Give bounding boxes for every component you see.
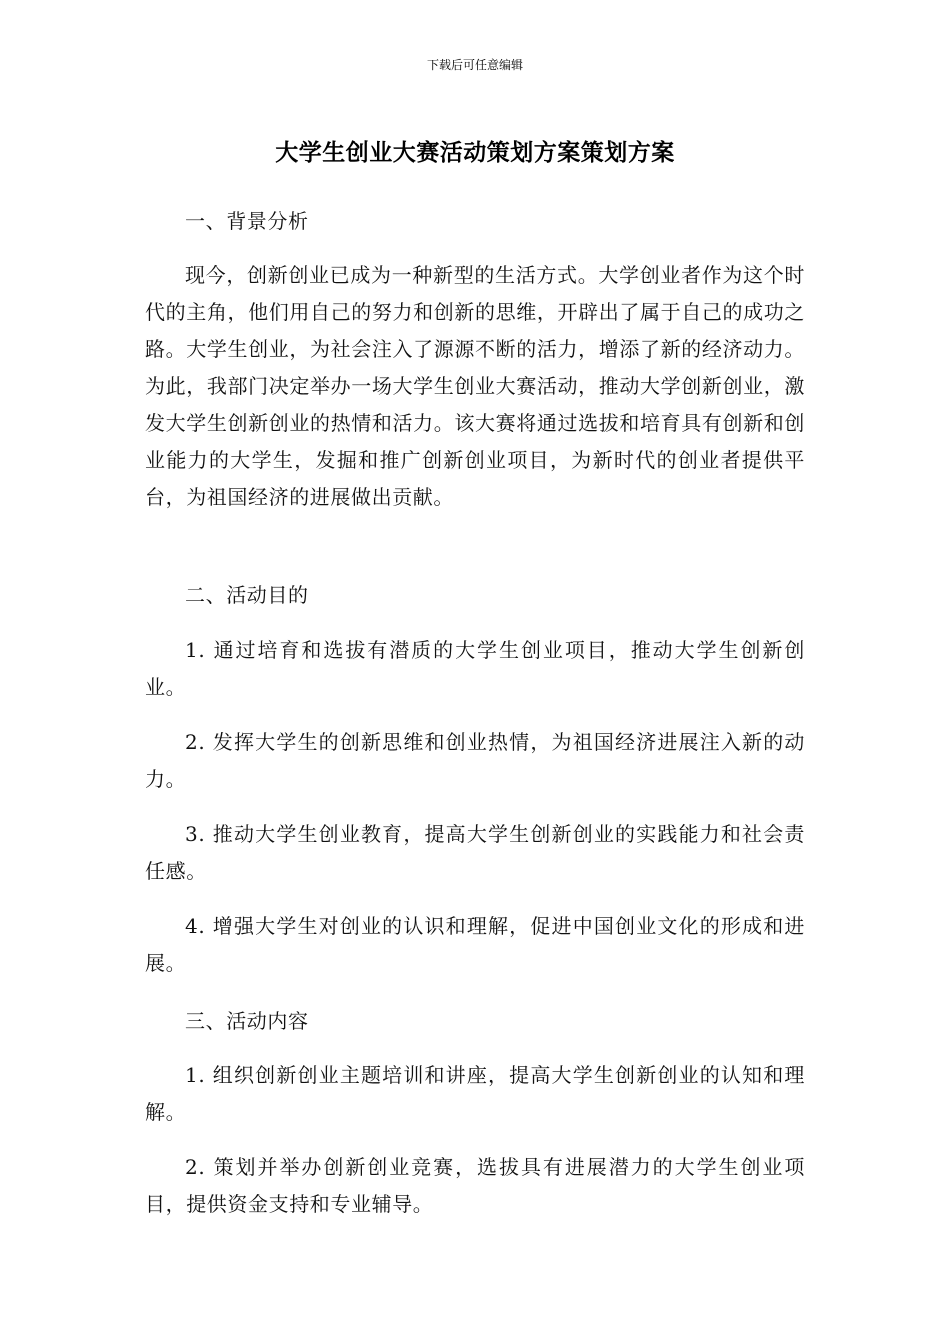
- objective-item: 4. 增强大学生对创业的认识和理解，促进中国创业文化的形成和进展。: [145, 914, 805, 975]
- content-item: 2. 策划并举办创新创业竞赛，选拔具有进展潜力的大学生创业项目，提供资金支持和专业辅导。: [145, 1155, 805, 1216]
- section-heading-background: 一、背景分析: [185, 209, 309, 233]
- section-heading-objectives: 二、活动目的: [185, 583, 309, 607]
- header-note: 下载后可任意编辑: [426, 58, 523, 72]
- objective-item: 1. 通过培育和选拔有潜质的大学生创业项目，推动大学生创新创业。: [145, 638, 805, 699]
- section-heading-content: 三、活动内容: [185, 1009, 309, 1033]
- background-paragraph: 现今，创新创业已成为一种新型的生活方式。大学创业者作为这个时代的主角，他们用自己的努力和创新的思维，开辟出了属于自己的成功之路。大学生创业，为社会注入了源源不断的活力，增添了新的经济动力。为此，我部门决定举办一场大学生创业大赛活动，推动大学创新创业，激发大学生创新创业的热情和活力。该大赛将通过选拔和培育具有创新和创业能力的大学生，发掘和推广创新创业项目，为新时代的创业者提供平台，为祖国经济的进展做出贡献。: [145, 263, 805, 509]
- content-item: 1. 组织创新创业主题培训和讲座，提高大学生创新创业的认知和理解。: [145, 1063, 805, 1124]
- objective-item: 2. 发挥大学生的创新思维和创业热情，为祖国经济进展注入新的动力。: [145, 730, 805, 791]
- document-title: 大学生创业大赛活动策划方案策划方案: [275, 140, 675, 166]
- objective-item: 3. 推动大学生创业教育，提高大学生创新创业的实践能力和社会责任感。: [145, 822, 805, 883]
